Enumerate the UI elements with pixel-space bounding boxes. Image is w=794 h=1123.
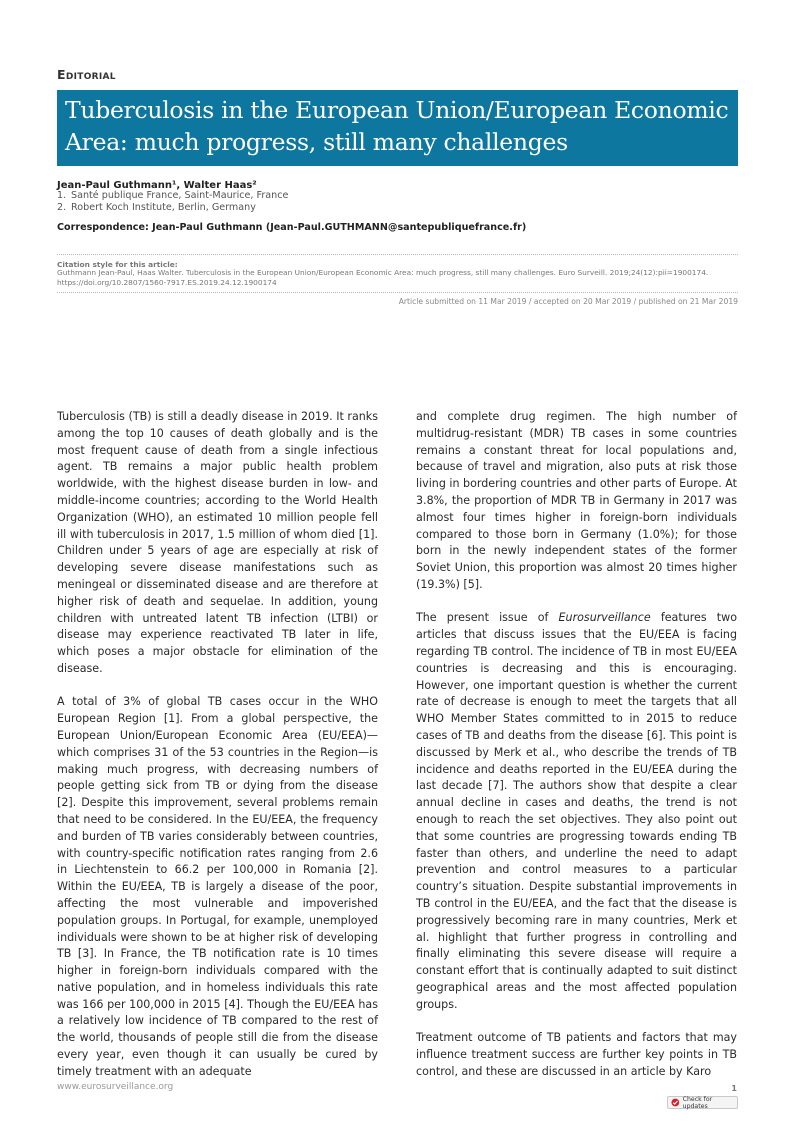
citation-text: Guthmann Jean-Paul, Haas Walter. Tuberculosis in the European Union/European Economic Area: much progress, still many challenges. Euro Surveill. 2019;24(12):pii=1900174. https://doi.org/10.2807/1560-7917.ES.2019.24.12.1900174: [57, 268, 709, 287]
divider-bottom: [57, 292, 738, 293]
body-paragraph: Treatment outcome of TB patients and factors that may influence treatment success are further key points in TB control, and these are discussed in an article by Karo: [416, 1031, 737, 1078]
page-number: 1: [731, 1084, 737, 1093]
affiliation-text: Santé publique France, Saint-Maurice, France: [71, 190, 289, 201]
citation-heading: Citation style for this article:: [57, 260, 178, 269]
check-updates-icon: [671, 1098, 680, 1107]
journal-name: Eurosurveillance: [558, 611, 651, 625]
body-column-left: [57, 409, 378, 1081]
article-title: Tuberculosis in the European Union/European Economic Area: much progress, still many challenges: [65, 96, 729, 156]
author-list: Jean-Paul Guthmann¹, Walter Haas²: [57, 180, 257, 191]
body-column-right: [416, 409, 737, 1080]
section-label: Editorial: [57, 67, 116, 82]
affiliation-number: 2.: [57, 202, 67, 213]
article-dates: Article submitted on 11 Mar 2019 / accepted on 20 Mar 2019 / published on 21 Mar 2019: [398, 297, 738, 306]
body-paragraph: and complete drug regimen. The high number of multidrug-resistant (MDR) TB cases in some countries remains a constant threat for local populations and, because of travel and migration, also puts at risk those living in bordering countries and other parts of Europe. At 3.8%, the proportion of MDR TB in Germany in 2017 was almost four times higher in foreign-born individuals compared to those born in Germany (1.0%); for those born in the newly independent states of the former Soviet Union, this proportion was almost 20 times higher (19.3%) [5].: [416, 410, 737, 591]
check-updates-label: Check for updates: [682, 1095, 713, 1110]
affiliation-1: [57, 190, 288, 202]
correspondence: Correspondence: Jean-Paul Guthmann (Jean-Paul.GUTHMANN@santepubliquefrance.fr): [57, 222, 527, 233]
body-paragraph: [416, 610, 737, 1013]
body-text: The present issue of: [416, 611, 559, 625]
affiliation-number: 1.: [57, 190, 67, 201]
divider-top: [57, 254, 738, 255]
footer-url-link[interactable]: www.eurosurveillance.org: [57, 1082, 174, 1092]
body-text: features two articles that discuss issues that the EU/EEA is facing regarding TB control. The incidence of TB in most EU/EEA countries is decreasing and this is encouraging. However, one important question is whether the current rate of decrease is enough to meet the targets that all WHO Member States committed to in 2015 to reduce cases of TB and deaths from the disease [6]. This point is discussed by Merk et al., who describe the trends of TB incidence and deaths reported in the EU/EEA during the last decade [7]. The authors show that despite a clear annual decline in cases and deaths, the trend is not enough to reach the set objectives. They also point out that some countries are progressing towards ending TB faster than others, and underline the need to adapt prevention and control measures to a particular country’s situation. Despite substantial improvements in TB control in the EU/EEA, and the fact that the disease is progressively becoming rare in many countries, Merk et al. highlight that further progress in controlling and finally eliminating this severe disease will require a constant effort that is continually adapted to suit distinct geographical areas and the most affected population groups.: [416, 611, 737, 1011]
affiliation-2: [57, 202, 256, 214]
title-banner: [57, 90, 738, 166]
body-paragraph: Tuberculosis (TB) is still a deadly disease in 2019. It ranks among the top 10 causes of death globally and is the most frequent cause of death from a single infectious agent. TB remains a major public health problem worldwide, with the highest disease burden in low- and middle-income countries; according to the World Health Organization (WHO), an estimated 10 million people fell ill with tuberculosis in 2017, 1.5 million of whom died [1]. Children under 5 years of age are especially at risk of developing severe disease manifestations such as meningeal or disseminated disease and are therefore at higher risk of death and sequelae. In addition, young children with untreated latent TB infection (LTBI) or disease may experience reactivated TB later in life, which poses a major obstacle for elimination of the disease.: [57, 410, 378, 675]
body-paragraph: A total of 3% of global TB cases occur in the WHO European Region [1]. From a global perspective, the European Union/European Economic Area (EU/EEA)—which comprises 31 of the 53 countries in the Region—is making much progress, with decreasing numbers of people getting sick from TB or dying from the disease [2]. Despite this improvement, several problems remain that need to be considered. In the EU/EEA, the frequency and burden of TB varies considerably between countries, with country-specific notification rates ranging from 2.6 in Liechtenstein to 66.2 per 100,000 in Romania [2]. Within the EU/EEA, TB is largely a disease of the poor, affecting the most vulnerable and impoverished population groups. In Portugal, for example, unemployed individuals were shown to be at higher risk of developing TB [3]. In France, the TB notification rate is 10 times higher in foreign-born individuals compared with the native population, and in homeless individuals this rate was 166 per 100,000 in 2015 [4]. Though the EU/EEA has a relatively low incidence of TB compared to the rest of the world, thousands of people still die from the disease every year, even though it can usually be cured by timely treatment with an adequate: [57, 695, 378, 1078]
check-for-updates-button[interactable]: [667, 1096, 738, 1109]
affiliation-text: Robert Koch Institute, Berlin, Germany: [71, 202, 256, 213]
